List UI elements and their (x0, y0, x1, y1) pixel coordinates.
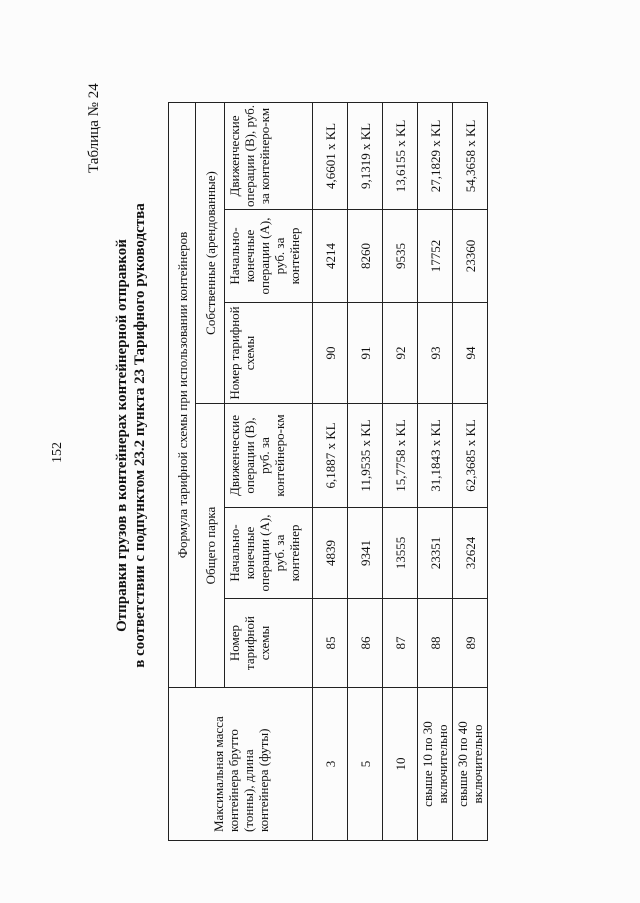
header-own-op-a: Начально-конечные операции (А), руб. за контейнер (225, 210, 313, 303)
cell-general-op-a: 13555 (383, 508, 418, 599)
table-row (383, 103, 418, 841)
cell-general-scheme: 88 (418, 599, 453, 688)
header-formula: Формула тарифной схемы при использовании контейнеров (169, 103, 196, 688)
cell-own-op-a: 23360 (453, 210, 488, 303)
cell-own-scheme: 91 (348, 303, 383, 404)
cell-general-op-b: 11,9535 x KL (348, 404, 383, 508)
header-mass: Максимальная масса контейнера брутто (тонны), длина контейнера (футы) (169, 688, 313, 841)
header-own-op-b: Движенческие операции (В), руб. за контейнеро-км (225, 103, 313, 210)
cell-general-op-b: 62,3685 x KL (453, 404, 488, 508)
cell-own-op-b: 27,1829 x KL (418, 103, 453, 210)
cell-own-scheme: 93 (418, 303, 453, 404)
cell-general-op-b: 31,1843 x KL (418, 404, 453, 508)
cell-own-op-b: 54,3658 x KL (453, 103, 488, 210)
header-general-op-a: Начально-конечные операции (А), руб. за контейнер (225, 508, 313, 599)
title-line-1: Отправки грузов в контейнерах контейнерной отправкой (114, 239, 130, 632)
cell-general-op-a: 23351 (418, 508, 453, 599)
cell-mass: 5 (348, 688, 383, 841)
cell-mass: свыше 10 по 30 включительно (418, 688, 453, 841)
title-line-2: в соответствии с подпунктом 23.2 пункта 23 Тарифного руководства (132, 203, 148, 668)
cell-general-op-a: 32624 (453, 508, 488, 599)
table-row (453, 103, 488, 841)
table-row (313, 103, 348, 841)
header-general-op-b: Движенческие операции (В), руб. за контейнеро-км (225, 404, 313, 508)
cell-own-scheme: 94 (453, 303, 488, 404)
cell-mass: 10 (383, 688, 418, 841)
cell-general-op-a: 9341 (348, 508, 383, 599)
header-own-leased: Собственные (арендованные) (196, 103, 225, 404)
cell-general-op-b: 6,1887 x KL (313, 404, 348, 508)
page-number: 152 (50, 442, 65, 463)
cell-own-op-a: 8260 (348, 210, 383, 303)
cell-mass: свыше 30 по 40 включительно (453, 688, 488, 841)
cell-own-op-b: 9,1319 x KL (348, 103, 383, 210)
cell-general-op-b: 15,7758 x KL (383, 404, 418, 508)
cell-own-scheme: 92 (383, 303, 418, 404)
table-row (418, 103, 453, 841)
header-general-park: Общего парка (196, 404, 225, 688)
table-title (113, 0, 149, 903)
cell-mass: 3 (313, 688, 348, 841)
tariff-table (168, 102, 488, 841)
cell-own-op-b: 13,6155 x KL (383, 103, 418, 210)
cell-own-op-a: 9535 (383, 210, 418, 303)
cell-general-scheme: 89 (453, 599, 488, 688)
table-label: Таблица № 24 (86, 83, 102, 173)
cell-general-scheme: 86 (348, 599, 383, 688)
cell-general-scheme: 87 (383, 599, 418, 688)
table-row (348, 103, 383, 841)
cell-own-op-a: 17752 (418, 210, 453, 303)
header-general-scheme: Номер тарифной схемы (225, 599, 313, 688)
cell-general-op-a: 4839 (313, 508, 348, 599)
header-own-scheme: Номер тарифной схемы (225, 303, 313, 404)
cell-general-scheme: 85 (313, 599, 348, 688)
cell-own-op-a: 4214 (313, 210, 348, 303)
cell-own-scheme: 90 (313, 303, 348, 404)
cell-own-op-b: 4,6601 x KL (313, 103, 348, 210)
